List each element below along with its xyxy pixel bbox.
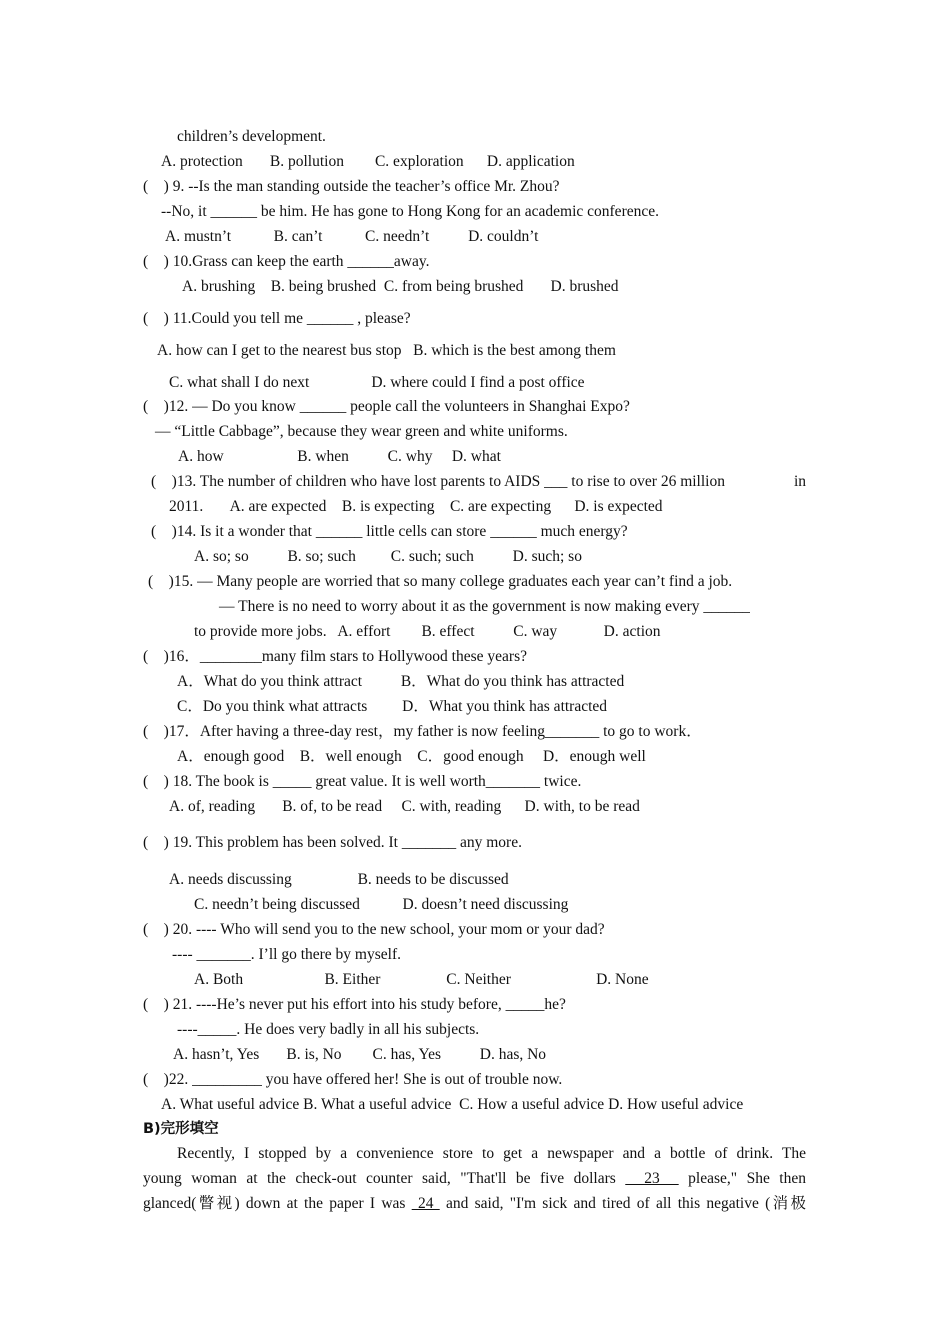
q12-stem: ( )12. — Do you know ______ people call the volunteers in Shanghai Expo? bbox=[143, 398, 630, 415]
q12-options: A. how B. when C. why D. what bbox=[178, 448, 501, 465]
blank-24: 24 bbox=[411, 1195, 440, 1212]
q15-stem: ( )15. — Many people are worried that so many college graduates each year can’t find a job. bbox=[148, 573, 733, 590]
q10-options: A. brushing B. being brushed C. from being brushed D. brushed bbox=[182, 278, 619, 295]
cloze-line-2-a: young woman at the check-out counter said, "That'll be five dollars bbox=[143, 1170, 616, 1187]
section-heading: B)完形填空 bbox=[143, 1121, 219, 1137]
cloze-line-3-b: and said, "I'm sick and tired of all this negative (消极 bbox=[445, 1195, 807, 1212]
q22-stem: ( )22. _________ you have offered her! She is out of trouble now. bbox=[143, 1071, 563, 1088]
cloze-line-2 bbox=[143, 1169, 806, 1189]
q10-stem: ( ) 10.Grass can keep the earth ______away. bbox=[143, 253, 430, 270]
q19-stem: ( ) 19. This problem has been solved. It _______ any more. bbox=[143, 834, 522, 851]
q8-continuation: children’s development. bbox=[177, 128, 326, 145]
q14-options: A. so; so B. so; such C. such; such D. such; so bbox=[194, 548, 582, 565]
q20-stem: ( ) 20. ---- Who will send you to the new school, your mom or your dad? bbox=[143, 921, 605, 938]
q16-stem: ( )16．________many film stars to Hollywood these years? bbox=[143, 648, 527, 665]
cloze-line-3 bbox=[143, 1194, 806, 1214]
q13-stem: ( )13. The number of children who have lost parents to AIDS ___ to rise to over 26 million bbox=[151, 473, 725, 490]
q20-options: A. Both B. Either C. Neither D. None bbox=[194, 971, 649, 988]
q9-answer-line: --No, it ______ be him. He has gone to Hong Kong for an academic conference. bbox=[161, 203, 659, 220]
cloze-line-3-a: glanced(瞥视) down at the paper I was bbox=[143, 1195, 406, 1212]
cloze-line-1: Recently, I stopped by a convenience store to get a newspaper and a bottle of drink. The bbox=[177, 1145, 806, 1162]
q12-answer-line: — “Little Cabbage”, because they wear green and white uniforms. bbox=[155, 423, 568, 440]
q13-stem-end: in bbox=[794, 473, 807, 490]
q15-options: to provide more jobs. A. effort B. effect C. way D. action bbox=[194, 623, 661, 640]
q11-options-ab: A. how can I get to the nearest bus stop B. which is the best among them bbox=[157, 342, 616, 359]
q9-options: A. mustn’t B. can’t C. needn’t D. couldn’t bbox=[165, 228, 539, 245]
q14-stem: ( )14. Is it a wonder that ______ little cells can store ______ much energy? bbox=[151, 523, 628, 540]
q13-options: 2011. A. are expected B. is expecting C. are expecting D. is expected bbox=[169, 498, 663, 515]
blank-23: 23 bbox=[625, 1170, 679, 1187]
q18-options: A. of, reading B. of, to be read C. with, reading D. with, to be read bbox=[169, 798, 640, 815]
q22-options: A. What useful advice B. What a useful advice C. How a useful advice D. How useful advice bbox=[161, 1096, 744, 1113]
q21-options: A. hasn’t, Yes B. is, No C. has, Yes D. has, No bbox=[173, 1046, 547, 1063]
q17-stem: ( )17．After having a three-day rest，my father is now feeling_______ to go to work． bbox=[143, 723, 702, 740]
q19-options-cd: C. needn’t being discussed D. doesn’t need discussing bbox=[194, 896, 569, 913]
q15-answer-line: — There is no need to worry about it as the government is now making every ______ bbox=[219, 598, 750, 615]
cloze-line-2-b: please," She then bbox=[688, 1170, 806, 1187]
q11-stem: ( ) 11.Could you tell me ______ , please? bbox=[143, 310, 411, 327]
q17-options: A．enough good B．well enough C．good enough D．enough well bbox=[177, 748, 646, 765]
q9-stem: ( ) 9. --Is the man standing outside the teacher’s office Mr. Zhou? bbox=[143, 178, 560, 195]
q8-options: A. protection B. pollution C. exploration D. application bbox=[161, 153, 575, 170]
q21-answer-line: ----_____. He does very badly in all his subjects. bbox=[177, 1021, 480, 1038]
q11-options-cd: C. what shall I do next D. where could I find a post office bbox=[169, 374, 585, 391]
q21-stem: ( ) 21. ----He’s never put his effort into his study before, _____he? bbox=[143, 996, 566, 1013]
q16-options-ab: A．What do you think attract B．What do you think has attracted bbox=[177, 673, 625, 690]
q19-options-ab: A. needs discussing B. needs to be discussed bbox=[169, 871, 509, 888]
q20-answer-line: ---- _______. I’ll go there by myself. bbox=[172, 946, 401, 963]
q16-options-cd: C．Do you think what attracts D．What you think has attracted bbox=[177, 698, 608, 715]
q18-stem: ( ) 18. The book is _____ great value. It is well worth_______ twice. bbox=[143, 773, 582, 790]
